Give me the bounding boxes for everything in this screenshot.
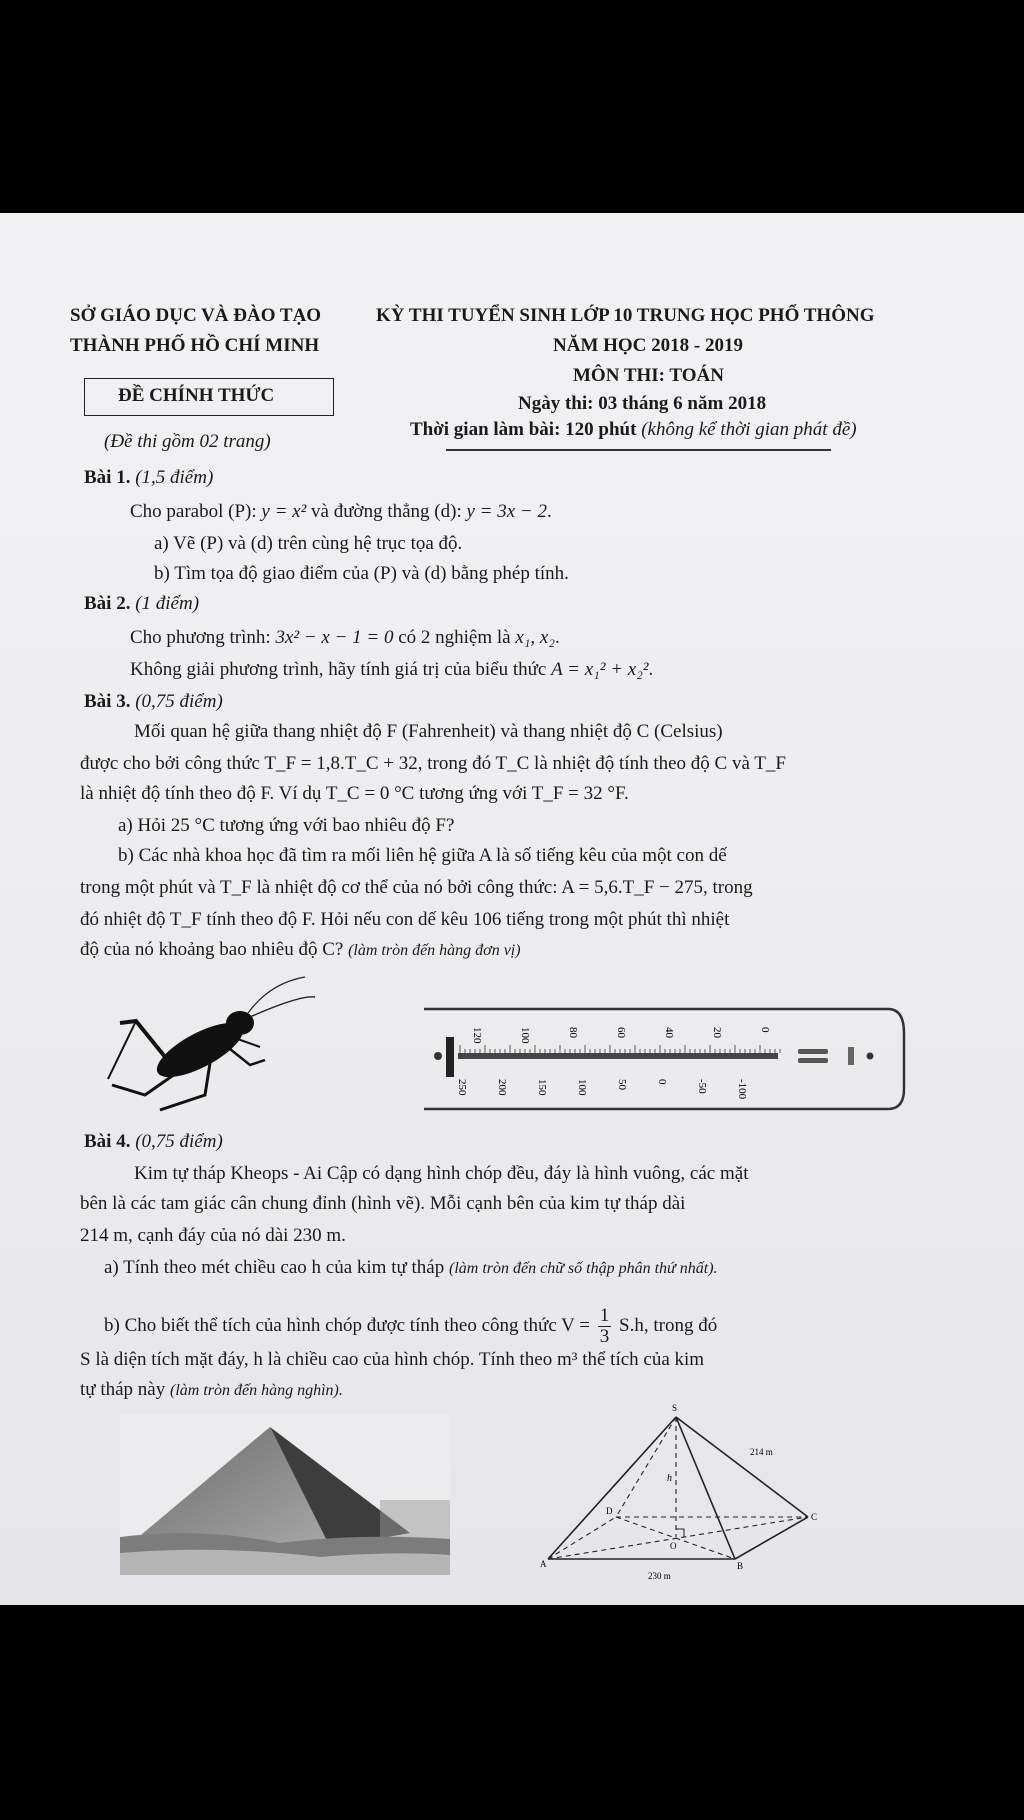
- problem-1-title: Bài 1.: [84, 467, 131, 488]
- problem-1-intro: [130, 501, 552, 523]
- thermometer-bottom-label: -50: [696, 1079, 708, 1094]
- fraction-denominator: 3: [599, 1326, 610, 1347]
- exam-title: KỲ THI TUYỂN SINH LỚP 10 TRUNG HỌC PHỔ THÔNG: [376, 305, 875, 326]
- problem-4-points: (0,75 điểm): [135, 1131, 223, 1152]
- label-s: S: [672, 1403, 678, 1413]
- thermometer-bottom-label: 0: [656, 1079, 668, 1085]
- problem-3-points: (0,75 điểm): [135, 691, 223, 712]
- p2-roots: x₁, x₂: [515, 627, 555, 648]
- problem-1-a: a) Vẽ (P) và (d) trên cùng hệ trục tọa độ.: [154, 533, 463, 554]
- p1-eq2: y = 3x − 2: [466, 501, 547, 522]
- p3-b4-note: (làm tròn đến hàng đơn vị): [348, 942, 521, 959]
- thermometer-top-label: 80: [567, 1027, 579, 1038]
- thermometer-ticks: [460, 1045, 780, 1053]
- fraction-numerator: 1: [599, 1305, 610, 1326]
- p4-a-note: (làm tròn đến chữ số thập phân thứ nhất).: [448, 1260, 718, 1277]
- pyramid-diagram: [540, 1401, 820, 1591]
- duration-note: (không kể thời gian phát đề): [641, 419, 857, 440]
- duration: Thời gian làm bài: 120 phút: [410, 419, 637, 440]
- p3-b4: độ của nó khoảng bao nhiêu độ C?: [80, 939, 344, 960]
- thermometer-bottom-label: -100: [736, 1079, 748, 1100]
- label-d: D: [606, 1506, 613, 1516]
- problem-1-b: b) Tìm tọa độ giao điểm của (P) và (d) bằng phép tính.: [154, 563, 569, 584]
- problem-4-heading: [84, 1131, 223, 1153]
- thermometer-top-label: 120: [471, 1027, 483, 1044]
- edge-sa: [548, 1417, 676, 1559]
- exam-date: Ngày thi: 03 tháng 6 năm 2018: [518, 393, 767, 414]
- label-h: h: [667, 1473, 672, 1484]
- problem-4-b-line-1: [104, 1306, 717, 1347]
- thermometer-top-label: 60: [615, 1027, 627, 1038]
- problem-4-line-1: Kim tự tháp Kheops - Ai Cập có dạng hình chóp đều, đáy là hình vuông, các mặt: [134, 1163, 749, 1184]
- p4-b3: tự tháp này: [80, 1379, 166, 1400]
- problem-4-a: [104, 1257, 718, 1279]
- problem-2-heading: [84, 593, 199, 615]
- thermometer-figure: [418, 1003, 908, 1115]
- problem-4-line-3: 214 m, cạnh đáy của nó dài 230 m.: [80, 1225, 346, 1246]
- problem-4-title: Bài 4.: [84, 1131, 131, 1152]
- thermometer-bottom-label: 200: [496, 1079, 508, 1096]
- p2-l1-c: .: [554, 627, 560, 648]
- label-c: C: [811, 1512, 818, 1522]
- edge-sc: [676, 1417, 808, 1517]
- thermometer-top-label: 0: [759, 1027, 771, 1033]
- p1-intro-a: Cho parabol (P):: [130, 501, 262, 522]
- thermometer-top-label: 100: [519, 1027, 531, 1044]
- thermometer-bottom-label: 100: [576, 1079, 588, 1096]
- dept-line-2: THÀNH PHỐ HỒ CHÍ MINH: [70, 335, 320, 356]
- base-edge-ad: [548, 1517, 616, 1559]
- p2-eq: 3x² − x − 1 = 0: [275, 627, 394, 648]
- label-edge-length: 214 m: [750, 1447, 773, 1457]
- pyramid-photo: [120, 1415, 450, 1575]
- p4-b3-note: (làm tròn đến hàng nghìn).: [169, 1382, 343, 1399]
- duration-line: [410, 419, 857, 441]
- label-base-length: 230 m: [648, 1571, 671, 1581]
- edge-sd: [616, 1417, 676, 1517]
- thermometer-bottom-label: 50: [616, 1079, 628, 1090]
- p1-eq1: y = x²: [261, 501, 307, 522]
- p4-b1-b: S.h, trong đó: [614, 1314, 718, 1336]
- problem-3-title: Bài 3.: [84, 691, 131, 712]
- cricket-figure: [100, 975, 320, 1125]
- subject: MÔN THI: TOÁN: [573, 365, 724, 386]
- thermometer-bottom-scale: [456, 1079, 748, 1100]
- problem-3-line-3: là nhiệt độ tính theo độ F. Ví dụ T_C = 0 °C tương ứng với T_F = 32 °F.: [80, 783, 629, 804]
- problem-3-b-line-3: đó nhiệt độ T_F tính theo độ F. Hỏi nếu con dế kêu 106 tiếng trong một phút thì nhiệt: [80, 909, 730, 930]
- p2-expr: A = x₁² + x₂²: [551, 659, 649, 680]
- problem-4-b-line-2: S là diện tích mặt đáy, h là chiều cao của hình chóp. Tính theo m³ thể tích của kim: [80, 1349, 705, 1370]
- problem-3-line-1: Mối quan hệ giữa thang nhiệt độ F (Fahrenheit) và thang nhiệt độ C (Celsius): [134, 721, 723, 742]
- p2-l1-b: có 2 nghiệm là: [393, 627, 516, 648]
- pages-note: (Đề thi gồm 02 trang): [104, 431, 271, 452]
- p1-intro-b: và đường thẳng (d):: [306, 501, 467, 522]
- diagonal-db: [616, 1517, 735, 1559]
- problem-3-b-line-2: trong một phút và T_F là nhiệt độ cơ thể của nó bởi công thức: A = 5,6.T_F − 275, trong: [80, 877, 753, 898]
- diagonal-ac: [548, 1517, 808, 1559]
- label-b: B: [737, 1561, 744, 1571]
- p1-intro-c: .: [547, 501, 552, 522]
- p4-b1-a: b) Cho biết thể tích của hình chóp được tính theo công thức V =: [104, 1314, 595, 1336]
- thermometer-top-label: 20: [711, 1027, 723, 1038]
- header-underline: [446, 449, 831, 451]
- thermometer-top-scale: [471, 1027, 771, 1044]
- thermometer-top-label: 40: [663, 1027, 675, 1038]
- problem-4-line-2: bên là các tam giác cân chung đỉnh (hình vẽ). Mỗi cạnh bên của kim tự tháp dài: [80, 1193, 686, 1214]
- p4-a: a) Tính theo mét chiều cao h của kim tự tháp: [104, 1257, 445, 1278]
- right-angle-mark: [676, 1529, 684, 1537]
- problem-1-points: (1,5 điểm): [135, 467, 214, 488]
- problem-1-heading: [84, 467, 213, 489]
- label-o: O: [670, 1541, 677, 1551]
- problem-2-line-1: [130, 627, 560, 649]
- dept-line-1: SỞ GIÁO DỤC VÀ ĐÀO TẠO: [70, 305, 322, 326]
- label-a: A: [540, 1559, 547, 1569]
- school-year: NĂM HỌC 2018 - 2019: [553, 335, 743, 356]
- problem-4-b-line-3: [80, 1379, 343, 1401]
- problem-3-a: a) Hỏi 25 °C tương ứng với bao nhiêu độ F?: [118, 815, 455, 836]
- problem-3-b-line-4: [80, 939, 521, 961]
- problem-2-line-2: [130, 659, 653, 681]
- problem-3-b-line-1: b) Các nhà khoa học đã tìm ra mối liên hệ giữa A là số tiếng kêu của một con dế: [118, 845, 727, 866]
- p2-l2-c: .: [648, 659, 654, 680]
- problem-3-heading: [84, 691, 223, 713]
- p2-l2-a: Không giải phương trình, hãy tính giá trị của biểu thức: [130, 659, 552, 680]
- problem-3-line-2: được cho bởi công thức T_F = 1,8.T_C + 32, trong đó T_C là nhiệt độ tính theo độ C và T_F: [80, 753, 786, 774]
- fraction-one-third: [598, 1306, 612, 1347]
- edge-sb: [676, 1417, 735, 1559]
- thermometer-bottom-label: 150: [536, 1079, 548, 1096]
- problem-2-points: (1 điểm): [135, 593, 200, 614]
- p2-l1-a: Cho phương trình:: [130, 627, 276, 648]
- problem-2-title: Bài 2.: [84, 593, 131, 614]
- exam-page: [0, 213, 1024, 1605]
- thermometer-bottom-label: 250: [456, 1079, 468, 1096]
- official-label: ĐỀ CHÍNH THỨC: [118, 385, 275, 406]
